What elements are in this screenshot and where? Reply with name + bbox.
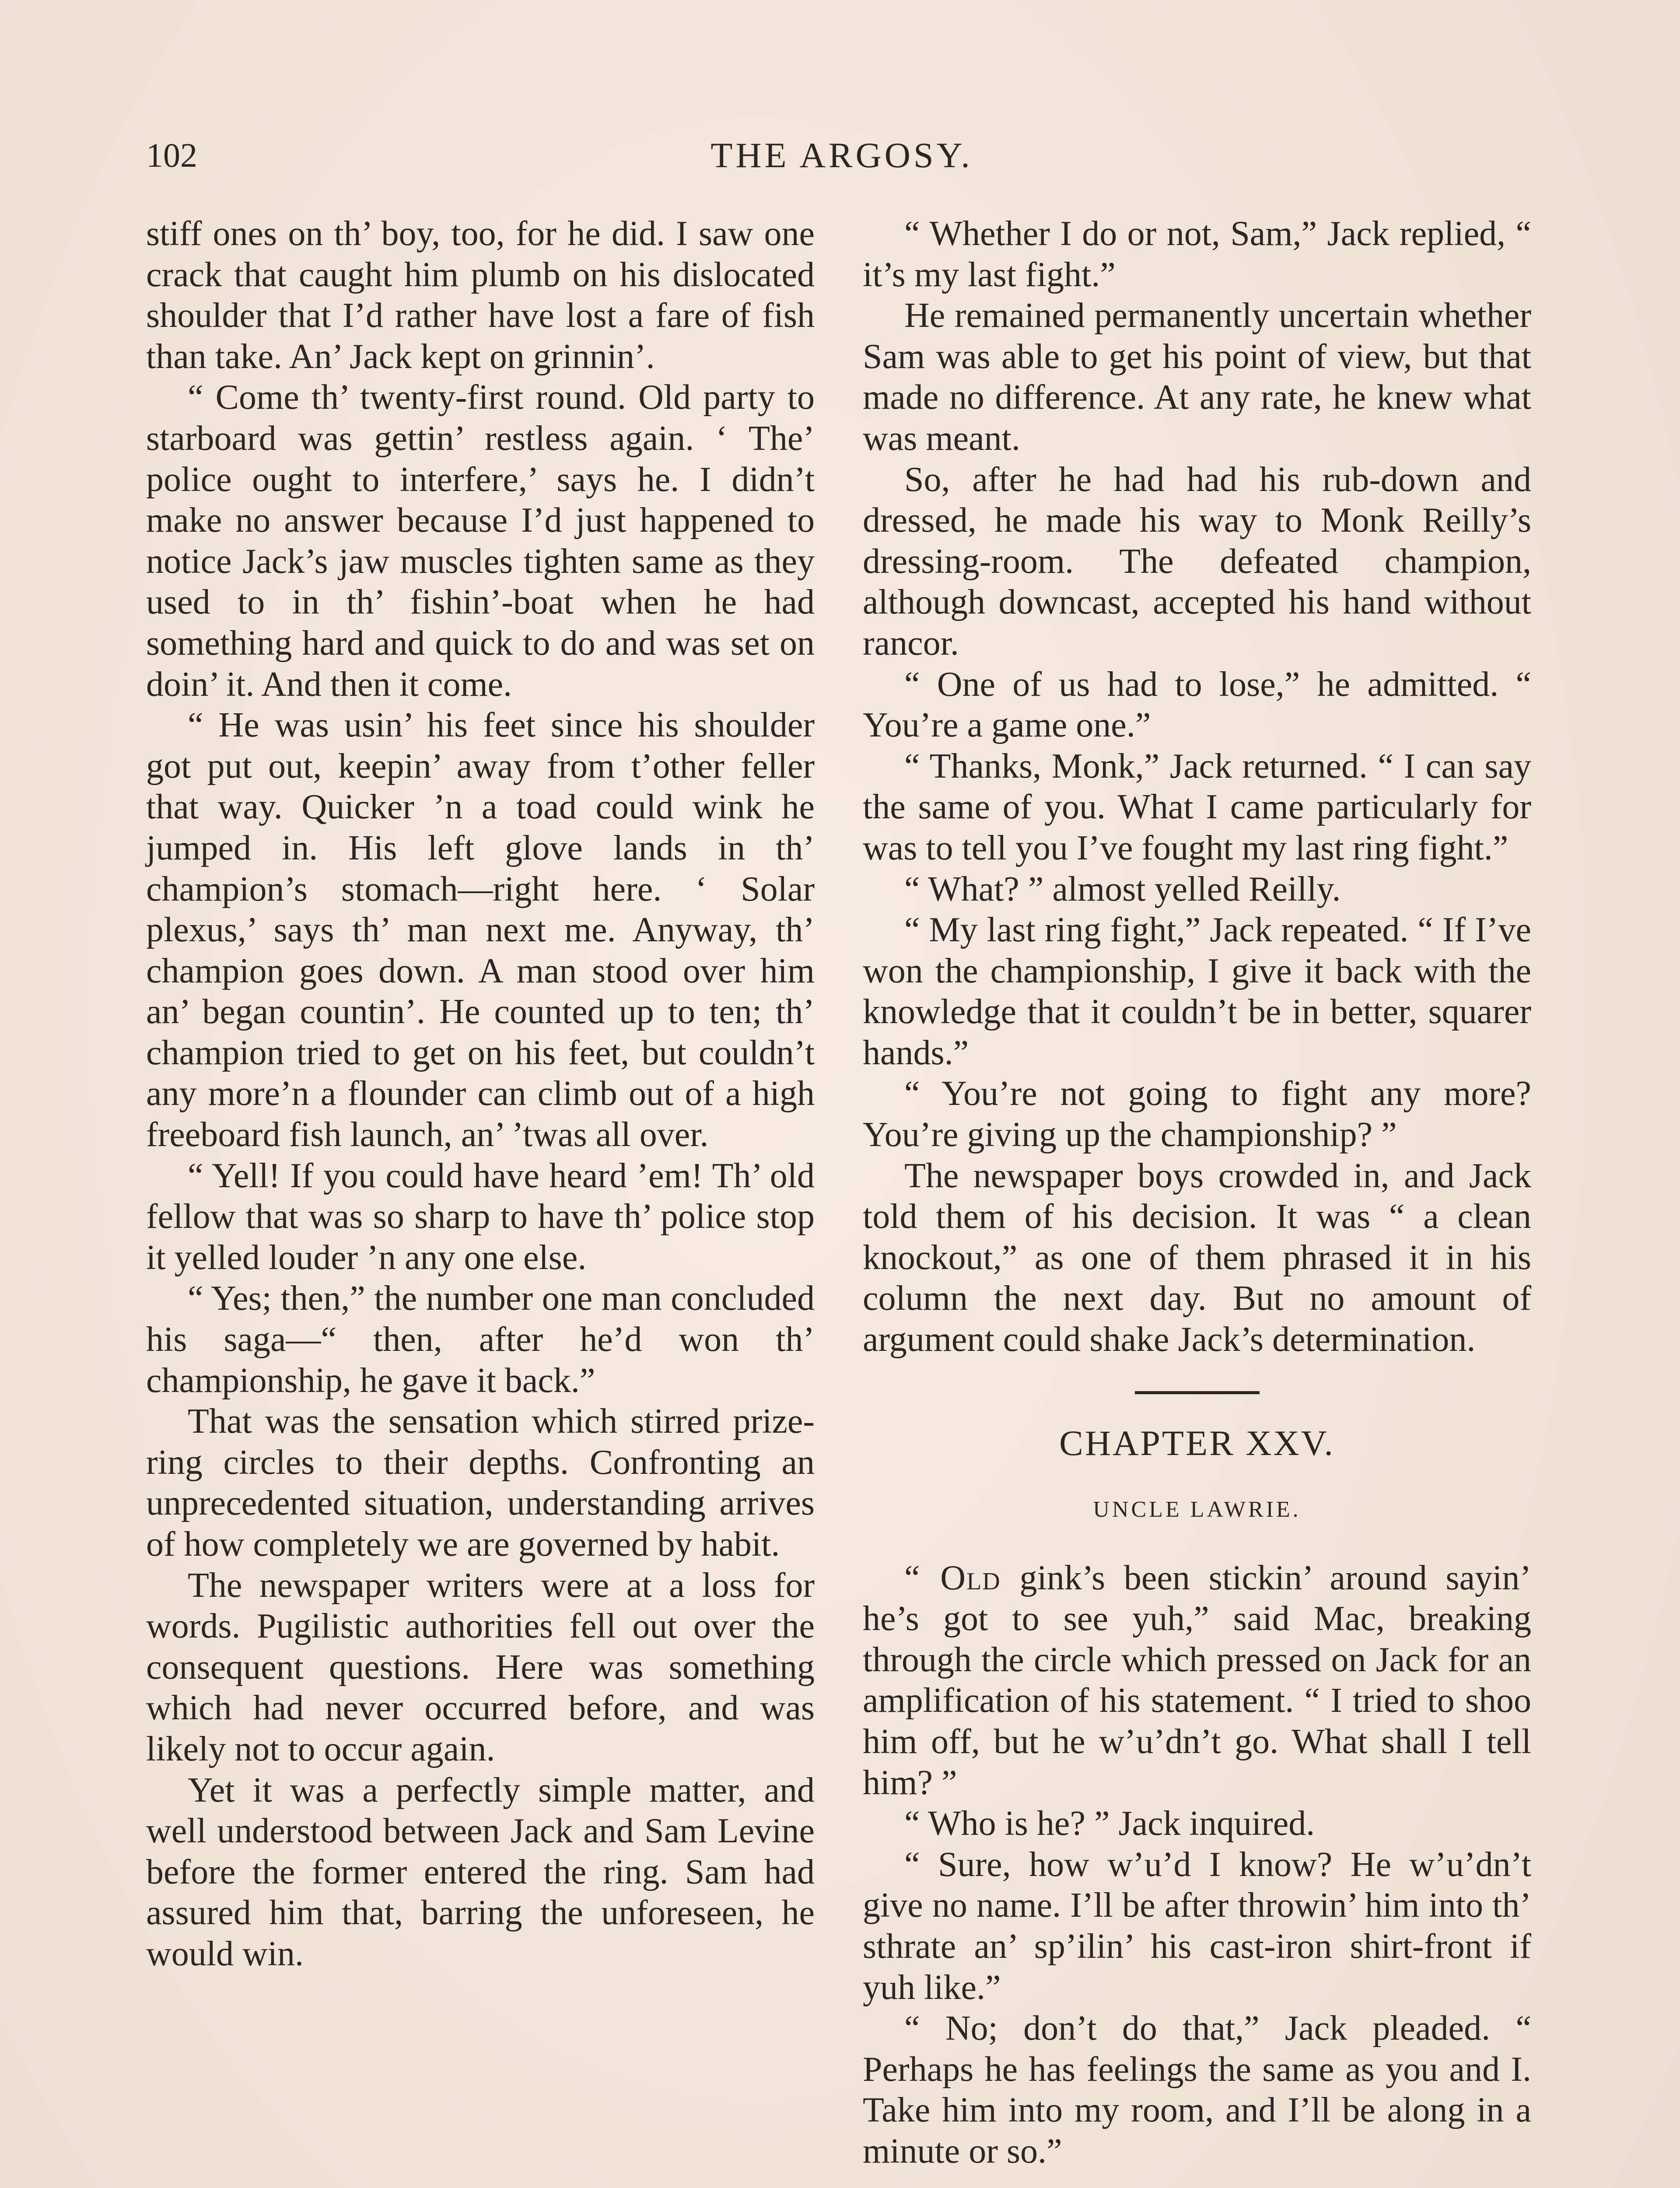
- right-column: [863, 214, 1531, 2172]
- paragraph-text: Yet it was a perfectly simple matter, and well understood between Jack and Sam Levine before the former entered the ring. Sam had assured him that, barring the unforeseen, he would win.: [146, 1771, 815, 1973]
- paragraph-text: stiff ones on th’ boy, too, for he did. I saw one crack that caught him plumb on his dislocated shoulder that I’d rather have lost a fare of fish than take. An’ Jack kept on grinnin’.: [146, 214, 815, 376]
- paragraph: [146, 214, 815, 377]
- paragraph: [863, 910, 1531, 1073]
- paragraph: [863, 1844, 1531, 2008]
- paragraph-text: “ Yes; then,” the number one man concluded his saga—“ then, after he’d won th’ championship, he gave it back.”: [146, 1279, 815, 1400]
- paragraph: [863, 1558, 1531, 1804]
- paragraph-text: “ You’re not going to fight any more? You’re giving up the championship? ”: [863, 1074, 1531, 1154]
- paragraph-text: The newspaper boys crowded in, and Jack told them of his decision. It was “ a clean knockout,” as one of them phrased it in his column the next day. But no amount of argument could shake Jack’s determination.: [863, 1156, 1531, 1359]
- paragraph-text: “ Sure, how w’u’d I know? He w’u’dn’t give no name. I’ll be after throwin’ him into th’ sthrate an’ sp’ilin’ his cast-iron shirt-front if yuh like.”: [863, 1845, 1531, 2007]
- paragraph-text: That was the sensation which stirred prize-ring circles to their depths. Confronting an unprecedented situation, understanding arrives of how completely we are governed by habit.: [146, 1402, 815, 1564]
- left-column: [146, 214, 815, 1975]
- paragraph: [146, 377, 815, 705]
- paragraph-text: So, after he had had his rub-down and dressed, he made his way to Monk Reilly’s dressing-room. The defeated champion, although downcast, accepted his hand without rancor.: [863, 460, 1531, 663]
- right-column-before-chapter: [863, 214, 1531, 1360]
- paragraph-text: “ Yell! If you could have heard ’em! Th’ old fellow that was so sharp to have th’ police stop it yelled louder ’n any one else.: [146, 1156, 815, 1277]
- paragraph: [863, 1803, 1531, 1844]
- paragraph: [146, 1401, 815, 1565]
- chapter-divider-rule: [1135, 1391, 1260, 1394]
- paragraph: [863, 214, 1531, 295]
- paragraph: [863, 459, 1531, 664]
- paragraph-text: “ He was usin’ his feet since his shoulder got put out, keepin’ away from t’other feller that way. Quicker ’n a toad could wink he jumped in. His left glove lands in th’ champion’s stomach—right here. ‘ Solar plexus,’ says th’ man next me. Anyway, th’ champion goes down. A man stood over him an’ began countin’. He counted up to ten; th’ champion tried to get on his feet, but couldn’t any more’n a flounder can climb out of a high freeboard fish launch, an’ ’twas all over.: [146, 706, 815, 1154]
- paragraph-text: He remained permanently uncertain whether Sam was able to get his point of view, but that made no difference. At any rate, he knew what was meant.: [863, 296, 1531, 458]
- paragraph-text: “ What? ” almost yelled Reilly.: [904, 870, 1341, 908]
- running-title: THE ARGOSY.: [710, 135, 973, 175]
- chapter-title: CHAPTER XXV.: [1059, 1423, 1335, 1463]
- paragraph: [863, 295, 1531, 459]
- paragraph: [863, 869, 1531, 910]
- paragraph: [146, 1565, 815, 1770]
- paragraph-text: “ My last ring fight,” Jack repeated. “ If I’ve won the championship, I give it back with the knowledge that it couldn’t be in better, squarer hands.”: [863, 911, 1531, 1072]
- paragraph-text: The newspaper writers were at a loss for words. Pugilistic authorities fell out over the consequent questions. Here was something which had never occurred before, and was likely not to occur again.: [146, 1566, 815, 1768]
- paragraph-text: “ Come th’ twenty-first round. Old party to starboard was gettin’ restless again. ‘ The’ police ought to interfere,’ says he. I didn’t make no answer because I’d just happened to notice Jack’s jaw muscles tighten same as they used to in th’ fishin’-boat when he had something hard and quick to do and was set on doin’ it. And then it come.: [146, 378, 815, 704]
- page-number: 102: [146, 136, 197, 174]
- paragraph: [863, 1073, 1531, 1155]
- paragraph-text: “ One of us had to lose,” he admitted. “ You’re a game one.”: [863, 665, 1531, 745]
- chapter-lead-words: “ Old: [904, 1558, 1001, 1597]
- page-header: [146, 127, 1537, 193]
- paragraph-text: “ Thanks, Monk,” Jack returned. “ I can say the same of you. What I came particularly for was to tell you I’ve fought my last ring fight.”: [863, 747, 1531, 867]
- paragraph: [146, 1770, 815, 1975]
- paragraph: [863, 1156, 1531, 1360]
- paragraph: [863, 664, 1531, 746]
- paragraph-text: “ No; don’t do that,” Jack pleaded. “ Perhaps he has feelings the same as you and I. Take him into my room, and I’ll be along in a minute or so.”: [863, 2009, 1531, 2170]
- paragraph-text: “ Who is he? ” Jack inquired.: [904, 1804, 1315, 1843]
- paragraph-text: “ Whether I do or not, Sam,” Jack replied, “ it’s my last fight.”: [863, 214, 1531, 294]
- paragraph: [146, 1156, 815, 1279]
- paragraph-text: gink’s been stickin’ around sayin’ he’s got to see yuh,” said Mac, breaking through the circle which pressed on Jack for an amplification of his statement. “ I tried to shoo him off, but he w’u’dn’t go. What shall I tell him? ”: [863, 1558, 1531, 1802]
- paragraph: [863, 746, 1531, 869]
- paragraph: [863, 2008, 1531, 2172]
- right-column-after-chapter: [863, 1558, 1531, 2172]
- paragraph: [146, 705, 815, 1156]
- chapter-subtitle: UNCLE LAWRIE.: [1093, 1497, 1301, 1522]
- paragraph: [146, 1278, 815, 1401]
